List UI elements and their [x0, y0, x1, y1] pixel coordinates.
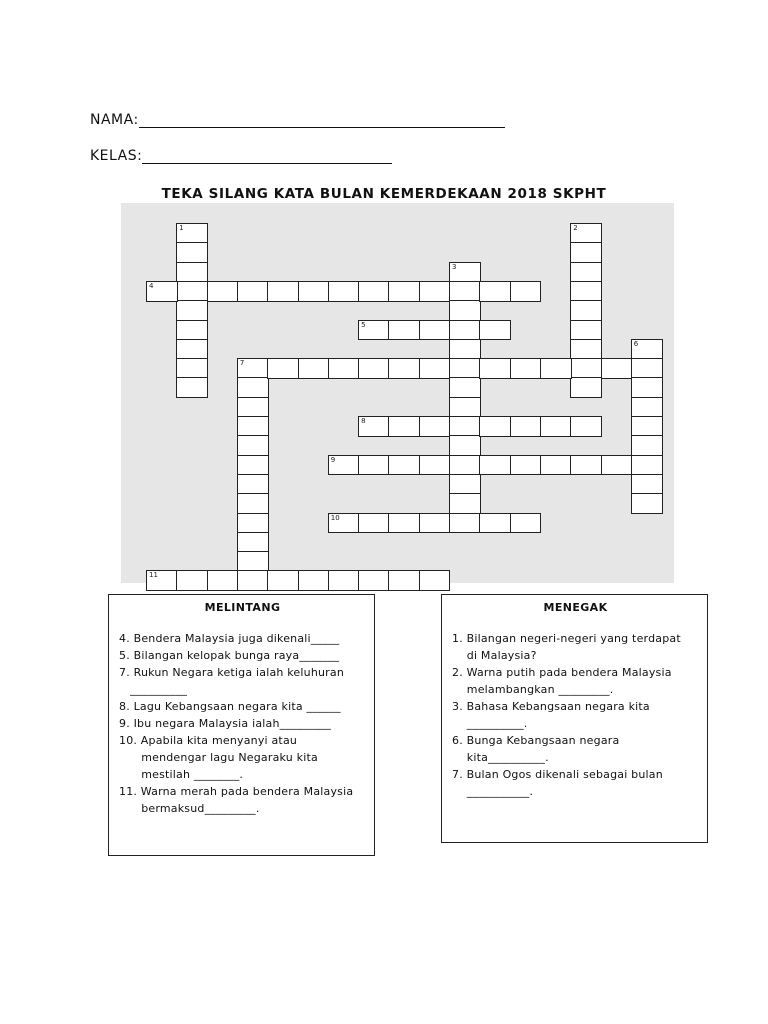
crossword-cell[interactable] — [176, 300, 208, 321]
down-clue-line: 2. Warna putih pada bendera Malaysia — [452, 666, 672, 679]
crossword-cell[interactable] — [237, 397, 269, 418]
crossword-cell[interactable] — [570, 300, 602, 321]
crossword-cell[interactable] — [449, 358, 481, 379]
crossword-cell[interactable] — [207, 570, 239, 591]
crossword-cell[interactable] — [358, 570, 390, 591]
crossword-cell[interactable] — [207, 281, 239, 302]
crossword-cell[interactable] — [510, 455, 542, 476]
crossword-cell[interactable] — [388, 513, 420, 534]
crossword-cell[interactable] — [449, 339, 481, 360]
crossword-cell[interactable] — [449, 300, 481, 321]
crossword-cell[interactable] — [176, 262, 208, 283]
crossword-cell[interactable] — [449, 455, 481, 476]
crossword-cell[interactable] — [267, 281, 299, 302]
crossword-cell[interactable] — [479, 320, 511, 341]
clue-number-label: 2 — [573, 224, 578, 232]
class-blank-line[interactable] — [142, 151, 392, 164]
crossword-cell[interactable] — [358, 281, 390, 302]
crossword-cell[interactable] — [176, 281, 208, 302]
crossword-cell[interactable] — [449, 320, 481, 341]
crossword-cell[interactable] — [601, 455, 633, 476]
crossword-grid — [121, 203, 674, 583]
crossword-cell[interactable] — [176, 320, 208, 341]
down-clue-line: 1. Bilangan negeri-negeri yang terdapat — [452, 632, 681, 645]
clue-number-label: 7 — [239, 359, 245, 368]
crossword-cell[interactable] — [449, 493, 481, 514]
crossword-cell[interactable] — [388, 320, 420, 341]
across-clue-line: 7. Rukun Negara ketiga ialah keluhuran — [119, 666, 345, 679]
crossword-cell[interactable] — [328, 281, 360, 302]
crossword-cell[interactable] — [631, 416, 663, 437]
crossword-cell[interactable] — [419, 281, 451, 302]
across-clue-line: mestilah ________. — [119, 768, 244, 781]
crossword-cell[interactable] — [540, 455, 572, 476]
name-blank-line[interactable] — [139, 115, 505, 128]
crossword-cell[interactable] — [176, 339, 208, 360]
clue-number-label: 10 — [330, 513, 340, 522]
crossword-cell[interactable] — [419, 570, 451, 591]
down-clue-line: di Malaysia? — [452, 649, 537, 662]
crossword-cell[interactable] — [631, 455, 663, 476]
across-clue-line: mendengar lagu Negaraku kita — [119, 751, 318, 764]
crossword-cell[interactable] — [631, 493, 663, 514]
crossword-cell[interactable] — [479, 281, 511, 302]
crossword-cell[interactable] — [510, 358, 542, 379]
crossword-cell[interactable] — [388, 455, 420, 476]
crossword-cell[interactable] — [237, 416, 269, 437]
crossword-cell[interactable] — [176, 377, 208, 398]
across-clue-line: 8. Lagu Kebangsaan negara kita ______ — [119, 700, 341, 713]
crossword-cell[interactable] — [631, 397, 663, 418]
crossword-cell[interactable] — [237, 513, 269, 534]
clue-number-label: 9 — [330, 455, 336, 464]
crossword-cell[interactable] — [449, 416, 481, 437]
crossword-cell[interactable] — [358, 513, 390, 534]
crossword-cell[interactable] — [570, 262, 602, 283]
class-label: KELAS: — [90, 148, 143, 164]
crossword-cell[interactable] — [449, 474, 481, 495]
name-label: NAMA: — [90, 112, 139, 128]
crossword-cell[interactable] — [419, 416, 451, 437]
crossword-cell[interactable] — [328, 358, 360, 379]
across-clue-line: 9. Ibu negara Malaysia ialah_________ — [119, 717, 331, 730]
crossword-cell[interactable] — [449, 377, 481, 398]
down-clue-line: 6. Bunga Kebangsaan negara — [452, 734, 620, 747]
crossword-cell[interactable] — [237, 281, 269, 302]
crossword-cell[interactable] — [479, 358, 511, 379]
crossword-cell[interactable] — [510, 281, 542, 302]
crossword-cell[interactable] — [540, 358, 572, 379]
clue-number-label: 3 — [452, 262, 457, 271]
crossword-cell[interactable] — [631, 377, 663, 398]
across-heading: MELINTANG — [204, 601, 281, 614]
crossword-cell[interactable] — [570, 242, 602, 263]
down-clue-line: ___________. — [452, 785, 534, 798]
clue-number-label: 1 — [179, 224, 184, 232]
down-clues-box — [441, 594, 708, 843]
down-clue-line: __________. — [452, 717, 528, 730]
crossword-cell[interactable] — [570, 358, 602, 379]
clue-number-label: 4 — [149, 281, 154, 290]
crossword-cell[interactable] — [237, 474, 269, 495]
down-clue-line: 3. Bahasa Kebangsaan negara kita — [452, 700, 650, 713]
crossword-cell[interactable] — [601, 358, 633, 379]
crossword-cell[interactable] — [237, 493, 269, 514]
crossword-cell[interactable] — [570, 281, 602, 302]
crossword-cell[interactable] — [176, 242, 208, 263]
across-clue-line: __________ — [119, 683, 188, 696]
crossword-cell[interactable] — [570, 377, 602, 398]
across-clue-line: 10. Apabila kita menyanyi atau — [119, 734, 298, 747]
crossword-cell[interactable] — [510, 513, 542, 534]
crossword-cell[interactable] — [298, 281, 330, 302]
crossword-cell[interactable] — [267, 358, 299, 379]
crossword-cell[interactable] — [419, 513, 451, 534]
crossword-cell[interactable] — [237, 551, 269, 572]
crossword-cell[interactable] — [298, 358, 330, 379]
page-title: TEKA SILANG KATA BULAN KEMERDEKAAN 2018 SKPHT — [161, 186, 607, 202]
crossword-cell[interactable] — [570, 339, 602, 360]
clue-number-label: 5 — [361, 320, 366, 329]
crossword-cell[interactable] — [570, 320, 602, 341]
crossword-cell[interactable] — [479, 513, 511, 534]
crossword-cell[interactable] — [419, 358, 451, 379]
crossword-cell[interactable] — [358, 455, 390, 476]
crossword-cell[interactable] — [176, 358, 208, 379]
down-clue-line: 7. Bulan Ogos dikenali sebagai bulan — [452, 768, 663, 781]
clue-number-label: 6 — [633, 339, 639, 348]
crossword-cell[interactable] — [510, 416, 542, 437]
name-field[interactable] — [90, 112, 505, 128]
down-clue-line: kita__________. — [452, 751, 549, 764]
crossword-cell[interactable] — [328, 570, 360, 591]
crossword-cell[interactable] — [419, 455, 451, 476]
crossword-cell[interactable] — [267, 570, 299, 591]
crossword-cell[interactable] — [419, 320, 451, 341]
across-clue-line: 5. Bilangan kelopak bunga raya_______ — [119, 649, 340, 662]
crossword-cell[interactable] — [449, 513, 481, 534]
crossword-cell[interactable] — [449, 281, 481, 302]
across-clue-line: bermaksud_________. — [119, 802, 260, 815]
crossword-cell[interactable] — [176, 570, 208, 591]
class-field[interactable] — [90, 148, 392, 164]
crossword-cell[interactable] — [479, 416, 511, 437]
crossword-cell[interactable] — [388, 358, 420, 379]
crossword-cell[interactable] — [237, 435, 269, 456]
crossword-cell[interactable] — [237, 532, 269, 553]
down-heading: MENEGAK — [543, 601, 608, 614]
crossword-cell[interactable] — [237, 570, 269, 591]
across-clue-line: 4. Bendera Malaysia juga dikenali_____ — [119, 632, 340, 645]
crossword-cell[interactable] — [449, 435, 481, 456]
down-clue-line: melambangkan _________. — [452, 683, 614, 696]
crossword-cell[interactable] — [237, 377, 269, 398]
crossword-cell[interactable] — [631, 435, 663, 456]
crossword-cell[interactable] — [570, 455, 602, 476]
crossword-cell[interactable] — [388, 570, 420, 591]
across-clue-line: 11. Warna merah pada bendera Malaysia — [119, 785, 354, 798]
crossword-cell[interactable] — [570, 416, 602, 437]
crossword-cell[interactable] — [298, 570, 330, 591]
across-clues-box — [108, 594, 375, 856]
clue-number-label: 11 — [149, 571, 158, 580]
crossword-cell[interactable] — [540, 416, 572, 437]
crossword-cell[interactable] — [631, 358, 663, 379]
crossword-cell[interactable] — [631, 474, 663, 495]
crossword-cell[interactable] — [237, 455, 269, 476]
crossword-cell[interactable] — [358, 358, 390, 379]
clue-number-label: 8 — [361, 417, 366, 425]
crossword-cell[interactable] — [479, 455, 511, 476]
crossword-cell[interactable] — [388, 416, 420, 437]
crossword-cell[interactable] — [449, 397, 481, 418]
crossword-cell[interactable] — [388, 281, 420, 302]
